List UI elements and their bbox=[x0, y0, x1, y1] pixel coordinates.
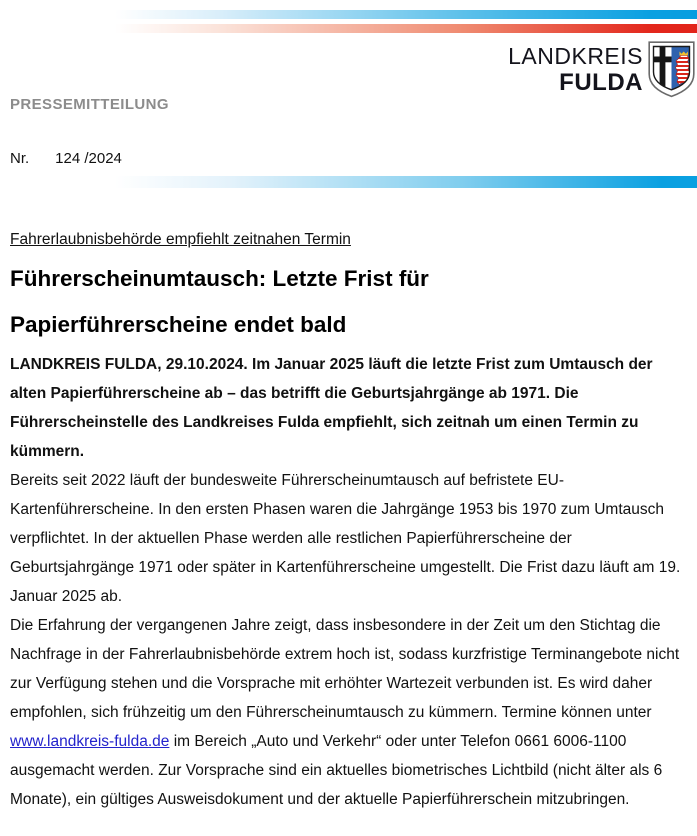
kicker: Fahrerlaubnisbehörde empfiehlt zeitnahen Termin bbox=[10, 231, 351, 248]
coat-of-arms-icon bbox=[648, 41, 695, 98]
lead-paragraph: LANDKREIS FULDA, 29.10.2024. Im Januar 2025 läuft die letzte Frist zum Umtausch der alten Papierführerscheine ab – das betrifft die Geburtsjahrgänge ab 1971. Die Führerscheinstelle des Landkreises Fulda empfiehlt, sich zeitnah um einen Termin zu kümmern. bbox=[10, 356, 653, 460]
logo-text-fulda: FULDA bbox=[559, 68, 643, 96]
number-label: Nr. bbox=[10, 150, 30, 167]
number-value: 124 /2024 bbox=[55, 150, 122, 167]
document-type-label: PRESSEMITTEILUNG bbox=[10, 96, 169, 113]
divider-accent-bar bbox=[115, 176, 697, 188]
header-accent-bar-red bbox=[115, 24, 697, 33]
landkreis-fulda-link[interactable]: www.landkreis-fulda.de bbox=[10, 733, 170, 750]
article-body bbox=[10, 230, 691, 814]
logo-text bbox=[508, 42, 643, 96]
headline bbox=[10, 256, 691, 348]
landkreis-fulda-logo bbox=[508, 41, 695, 98]
paragraph-text-before-link: Die Erfahrung der vergangenen Jahre zeigt, dass insbesondere in der Zeit um den Stichtag die Nachfrage in der Fahrerlaubnisbehörde extrem hoch ist, sodass kurzfristige Terminangebote nicht zur Verfügung stehen und die Vorsprache mit erhöhter Wartezeit verbunden ist. Es wird daher empfohlen, sich frühzeitig um den Führerscheinumtausch zu kümmern. Termine können unter bbox=[10, 617, 680, 721]
logo-text-landkreis: LANDKREIS bbox=[508, 42, 643, 69]
body-paragraph-1: Bereits seit 2022 läuft der bundesweite Führerscheinumtausch auf befristete EU-Kartenführerscheine. In den ersten Phasen waren die Jahrgänge 1953 bis 1970 zum Umtausch verpflichtet. In der aktuellen Phase werden alle restlichen Papierführerscheine der Geburtsjahrgänge 1971 oder später in Kartenführerscheine umgestellt. Die Frist dazu läuft am 19. Januar 2025 ab. bbox=[10, 472, 681, 605]
press-release-number bbox=[10, 150, 122, 167]
header-accent-bar-blue bbox=[115, 10, 697, 19]
paragraph-text-after-link: im Bereich „Auto und Verkehr“ oder unter Telefon 0661 6006-1100 ausgemacht werden. Zur Vorsprache sind ein aktuelles biometrisches Lichtbild (nicht älter als 6 Monate), ein gültiges Ausweisdokument und der aktuelle Papierführerschein mitzubringen. bbox=[10, 733, 663, 808]
headline-line2: Papierführerscheine endet bald bbox=[10, 312, 347, 337]
headline-line1: Führerscheinumtausch: Letzte Frist für bbox=[10, 266, 429, 291]
body-paragraph-2 bbox=[10, 611, 691, 814]
